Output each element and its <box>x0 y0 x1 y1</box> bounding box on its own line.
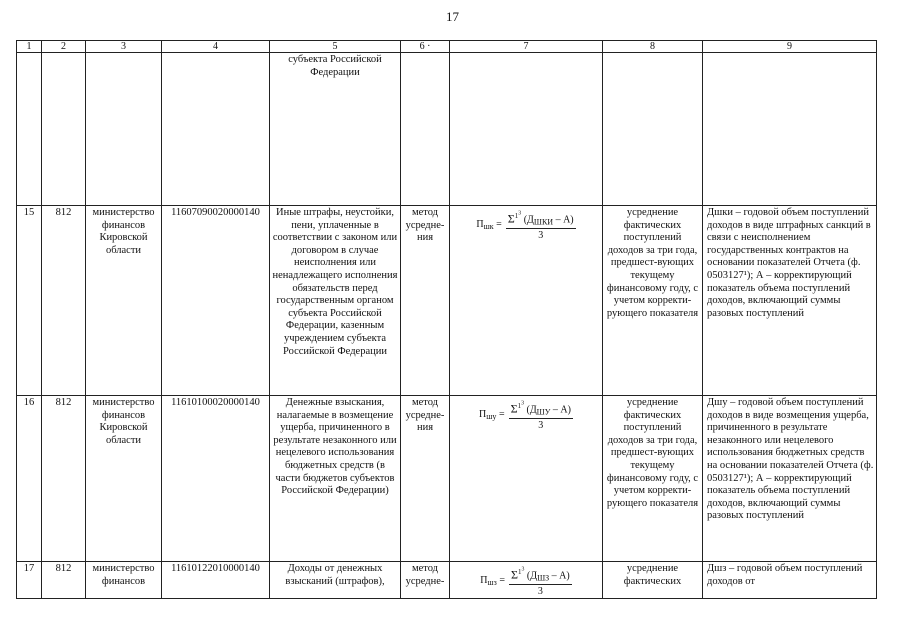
table-row <box>17 206 877 396</box>
header-col-2: 2 <box>42 41 86 53</box>
admin-code: 812 <box>42 396 86 562</box>
kbk-code: 11610100020000140 <box>162 396 270 562</box>
algorithm-text: усреднение фактических поступлений доходов за три года, предшест-вующих текущему финансовому году, с учетом корректи-рующего показателя <box>603 396 703 562</box>
formula-lhs-sub: шк <box>483 221 494 231</box>
formula-cell <box>450 562 603 599</box>
sum-upper: 3 <box>521 401 524 407</box>
header-col-8: 8 <box>603 41 703 53</box>
formula-lhs: П <box>479 408 487 420</box>
header-row <box>17 41 877 53</box>
header-col-6: 6 · <box>401 41 450 53</box>
header-col-5: 5 <box>270 41 401 53</box>
header-col-4: 4 <box>162 41 270 53</box>
header-col-1: 1 <box>17 41 42 53</box>
formula-d: Д <box>530 570 538 582</box>
formula-fraction: $\frac{\Sigma^{1^3} (Д_{ШУ} - А)}{3}$ <box>510 401 571 432</box>
administrator-name: министерство финансов Кировской области <box>86 396 162 562</box>
sum-lower: 1 <box>517 402 522 411</box>
formula: $П_{шу}$ = $\frac{\Sigma^{1^3} (Д_{ШУ} - А)}{3}$ <box>479 401 571 432</box>
table-row <box>17 396 877 562</box>
revenue-forecast-table <box>16 40 877 599</box>
algorithm-text: усреднение фактических поступлений доходов за три года, предшест-вующих текущему финансовому году, с учетом корректи-рующего показателя <box>603 206 703 396</box>
indicator-description: Дшки – годовой объем поступлений доходов в виде штрафных санкций в связи с неисполнением государственных контрактов на основании показателей Отчета (ф. 0503127¹); А – корректирующий показатель объема поступлений доходов, включающий суммы разовых поступлений <box>703 206 877 396</box>
formula-minus: – А) <box>555 214 574 226</box>
revenue-name: Доходы от денежных взысканий (штрафов), <box>270 562 401 599</box>
formula-d: Д <box>529 404 537 416</box>
page-number: 17 <box>446 9 459 24</box>
formula-lhs-sub: шз <box>487 577 497 587</box>
formula-fraction: $\frac{\Sigma^{1^3} (Д_{ШЗ} - А)}{3}$ <box>510 567 570 598</box>
formula-d-sub: ШЗ <box>537 573 550 583</box>
formula-minus: – А) <box>552 404 571 416</box>
sum-upper: 3 <box>521 567 525 573</box>
formula-cell <box>450 396 603 562</box>
row-number: 16 <box>17 396 42 562</box>
revenue-name: Иные штрафы, неустойки, пени, уплаченные в соответствии с законом или договором в случае неисполнения или ненадлежащего исполнения обязательств перед государственным органом субъекта Российской Федерации, казенным учреждением субъекта Российской Федерации <box>270 206 401 396</box>
sigma-icon: Σ <box>507 211 515 226</box>
sum-upper: 3 <box>518 211 522 217</box>
formula-cell <box>450 206 603 396</box>
header-col-3: 3 <box>86 41 162 53</box>
row-number: 17 <box>17 562 42 599</box>
formula: $П_{шз}$ = $\frac{\Sigma^{1^3} (Д_{ШЗ} - А)}{3}$ <box>480 567 570 598</box>
indicator-description: Дшз – годовой объем поступлений доходов от <box>703 562 877 599</box>
admin-code: 812 <box>42 206 86 396</box>
formula-d: Д <box>527 214 534 226</box>
header-col-7: 7 <box>450 41 603 53</box>
formula-denominator: 3 <box>538 230 544 242</box>
continuation-name: субъекта Российской Федерации <box>270 53 401 206</box>
continuation-row <box>17 53 877 206</box>
formula-d-sub: ШКИ <box>533 217 554 227</box>
indicator-description: Дшу – годовой объем поступлений доходов в виде возмещения ущерба, причиненного в результате незаконного или нецелевого использования бюджетных средств на основании показателей Отчета (ф. 0503127¹); А – корректирующий показатель объема поступлений доходов, включающий суммы разовых поступлений <box>703 396 877 562</box>
kbk-code: 11607090020000140 <box>162 206 270 396</box>
admin-code: 812 <box>42 562 86 599</box>
calc-method: метод усредне-ния <box>401 206 450 396</box>
header-col-9: 9 <box>703 41 877 53</box>
sigma-icon: Σ <box>510 401 518 416</box>
formula-denominator: 3 <box>537 586 543 598</box>
sum-lower: 1 <box>514 212 519 221</box>
revenue-name: Денежные взыскания, налагаемые в возмещение ущерба, причиненного в результате незаконного или нецелевого использования бюджетных средств (в части бюджетов субъектов Российской Федерации) <box>270 396 401 562</box>
formula-lhs-sub: шу <box>486 411 497 421</box>
formula-minus: – А) <box>551 570 570 582</box>
formula-fraction: $\frac{\Sigma^{1^3} (Д_{ШКИ} - А)}{3}$ <box>507 211 574 242</box>
kbk-code: 11610122010000140 <box>162 562 270 599</box>
algorithm-text: усреднение фактических <box>603 562 703 599</box>
row-number: 15 <box>17 206 42 396</box>
administrator-name: министерство финансов Кировской области <box>86 206 162 396</box>
sum-lower: 1 <box>517 568 522 577</box>
formula-lhs: П <box>476 218 484 230</box>
formula-denominator: 3 <box>538 420 544 432</box>
formula-lhs: П <box>480 574 488 586</box>
formula-d-sub: ШУ <box>536 407 551 417</box>
sigma-icon: Σ <box>510 567 518 582</box>
calc-method: метод усредне-ния <box>401 396 450 562</box>
formula: $П_{шк}$ = $\frac{\Sigma^{1^3} (Д_{ШКИ} - А)}{3}$ <box>476 211 574 242</box>
table-row <box>17 562 877 599</box>
administrator-name: министерство финансов <box>86 562 162 599</box>
calc-method: метод усредне- <box>401 562 450 599</box>
